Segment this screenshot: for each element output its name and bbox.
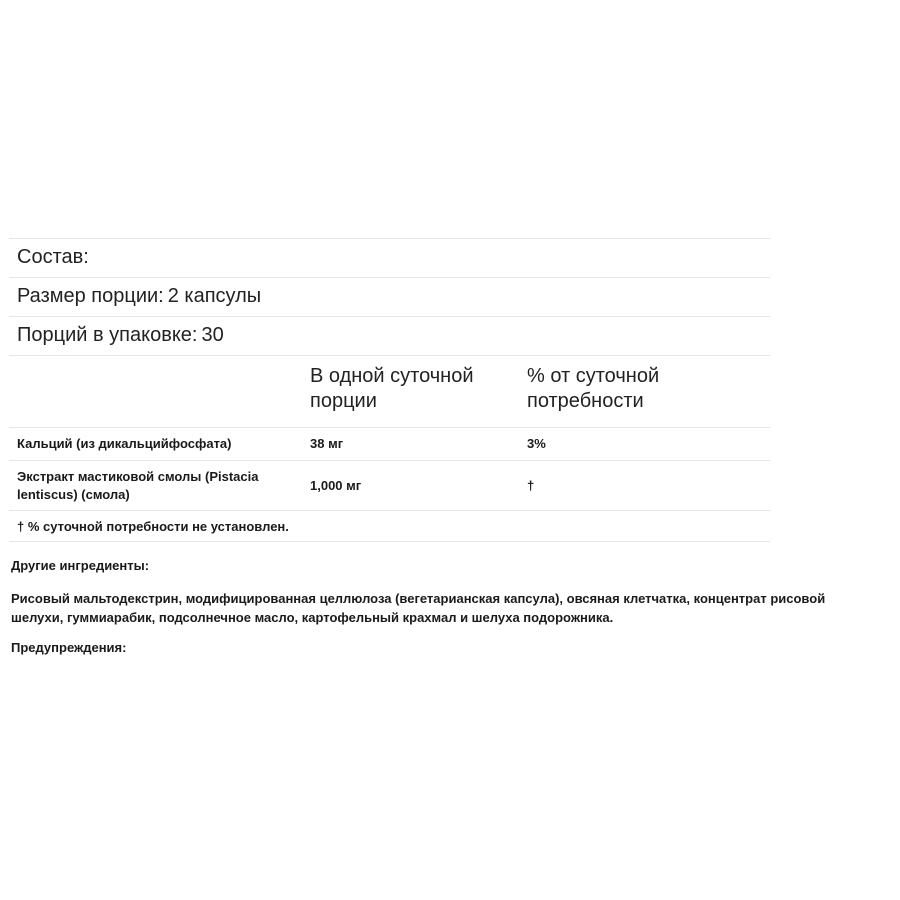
composition-title bbox=[9, 238, 770, 277]
nutrient-daily-value: † bbox=[527, 478, 535, 493]
other-ingredients-text: Рисовый мальтодекстрин, модифицированная целлюлоза (вегетарианская капсула), овсяная клетчатка, концентрат рисовой шелухи, гуммиарабик, подсолнечное масло, картофельный крахмал и шелуха подорожника. bbox=[11, 591, 826, 625]
serving-size-value: 2 капсулы bbox=[167, 285, 262, 307]
nutrient-amount: 1,000 мг bbox=[310, 478, 362, 493]
table-row bbox=[9, 427, 770, 460]
footnote-row bbox=[9, 510, 770, 542]
composition-title-text: Состав: bbox=[17, 246, 89, 268]
nutrient-name: Экстракт мастиковой смолы (Pistacia lentiscus) (смола) bbox=[17, 469, 259, 502]
supplement-facts-table bbox=[9, 238, 770, 542]
servings-per-container-value: 30 bbox=[201, 324, 224, 346]
column-header-daily-value: % от суточной потребности bbox=[527, 365, 660, 412]
nutrient-amount: 38 мг bbox=[310, 436, 344, 451]
column-header-row bbox=[9, 355, 770, 427]
column-header-amount: В одной суточной порции bbox=[310, 365, 474, 412]
nutrient-daily-value: 3% bbox=[527, 436, 546, 451]
servings-per-container-label: Порций в упаковке: bbox=[17, 324, 198, 346]
other-ingredients-title: Другие ингредиенты: bbox=[11, 558, 150, 573]
serving-size-label: Размер порции: bbox=[17, 285, 164, 307]
table-row bbox=[9, 460, 770, 510]
servings-per-container-row bbox=[9, 316, 770, 355]
serving-size-row bbox=[9, 277, 770, 316]
nutrient-name: Кальций (из дикальцийфосфата) bbox=[17, 436, 232, 451]
warnings-title: Предупреждения: bbox=[11, 640, 127, 655]
footnote-text: † % суточной потребности не установлен. bbox=[17, 519, 289, 534]
